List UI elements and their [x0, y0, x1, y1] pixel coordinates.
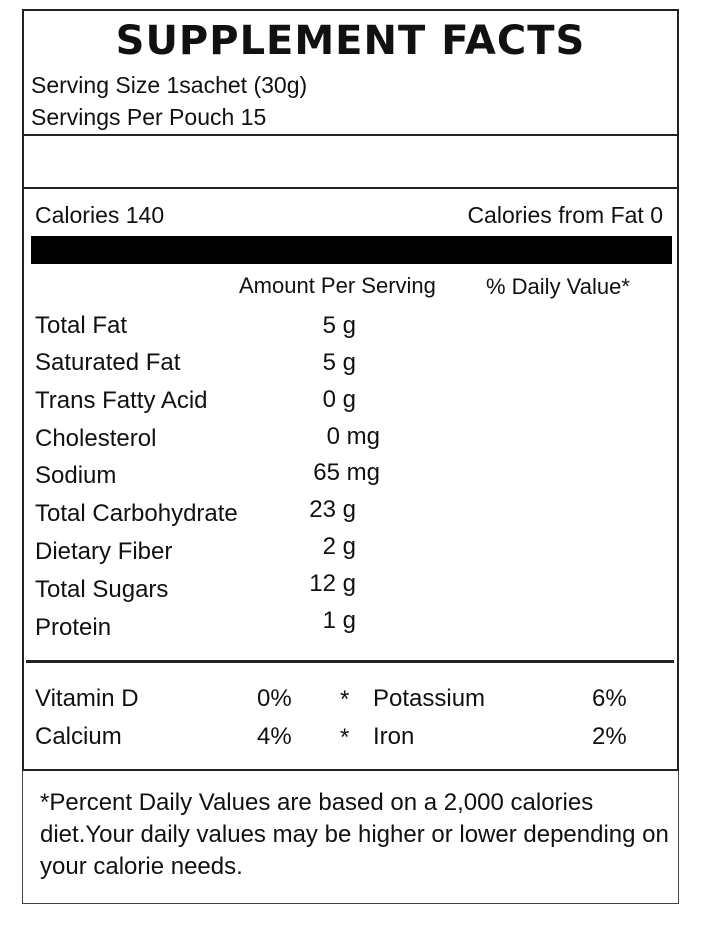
nutrient-name: Saturated Fat — [35, 349, 181, 376]
nutrient-name: Protein — [35, 614, 112, 641]
nutrient-amount: 0 g — [322, 386, 356, 413]
calories-from-fat: Calories from Fat 0 — [467, 202, 663, 228]
nutrient-amount: 2 g — [322, 533, 356, 560]
vitamin-name: Calcium — [35, 723, 122, 750]
serving-size: Serving Size 1sachet (30g) — [31, 72, 308, 98]
thick-divider-bar — [31, 236, 672, 264]
vitamin-percent: 4% — [257, 723, 292, 750]
nutrient-amount: 5 g — [322, 349, 356, 376]
nutrient-amount: 12 g — [309, 570, 356, 597]
nutrient-name: Total Carbohydrate — [35, 500, 238, 527]
nutrient-name: Total Fat — [35, 312, 128, 339]
mineral-percent: 6% — [592, 685, 627, 712]
nutrient-name: Trans Fatty Acid — [35, 387, 208, 414]
vitamin-name: Vitamin D — [35, 685, 139, 712]
mineral-name: Potassium — [373, 685, 486, 712]
daily-value-footnote: *Percent Daily Values are based on a 2,000 calories diet.Your daily values may be higher or lower depending on your calorie needs. — [40, 789, 669, 880]
nutrient-name: Total Sugars — [35, 576, 169, 603]
divider-line — [24, 134, 677, 136]
amount-per-serving-header: Amount Per Serving — [239, 273, 436, 298]
servings-per-pouch: Servings Per Pouch 15 — [31, 104, 267, 130]
mineral-name: Iron — [373, 723, 415, 750]
nutrient-amount: 5 g — [322, 312, 356, 339]
nutrient-amount: 23 g — [309, 496, 356, 523]
separator-asterisk: * — [340, 724, 350, 751]
vitamin-percent: 0% — [257, 685, 292, 712]
daily-value-header: % Daily Value* — [486, 274, 630, 299]
separator-asterisk: * — [340, 686, 350, 713]
mineral-percent: 2% — [592, 723, 627, 750]
panel-title: SUPPLEMENT FACTS — [115, 18, 586, 64]
calories: Calories 140 — [35, 202, 165, 228]
nutrient-amount: 0 mg — [326, 423, 380, 450]
nutrient-amount: 1 g — [322, 607, 356, 634]
nutrient-name: Cholesterol — [35, 425, 157, 452]
divider-line — [26, 660, 674, 663]
divider-line — [24, 187, 677, 189]
nutrient-amount: 65 mg — [313, 459, 380, 486]
nutrient-name: Dietary Fiber — [35, 538, 173, 565]
nutrient-name: Sodium — [35, 462, 117, 489]
